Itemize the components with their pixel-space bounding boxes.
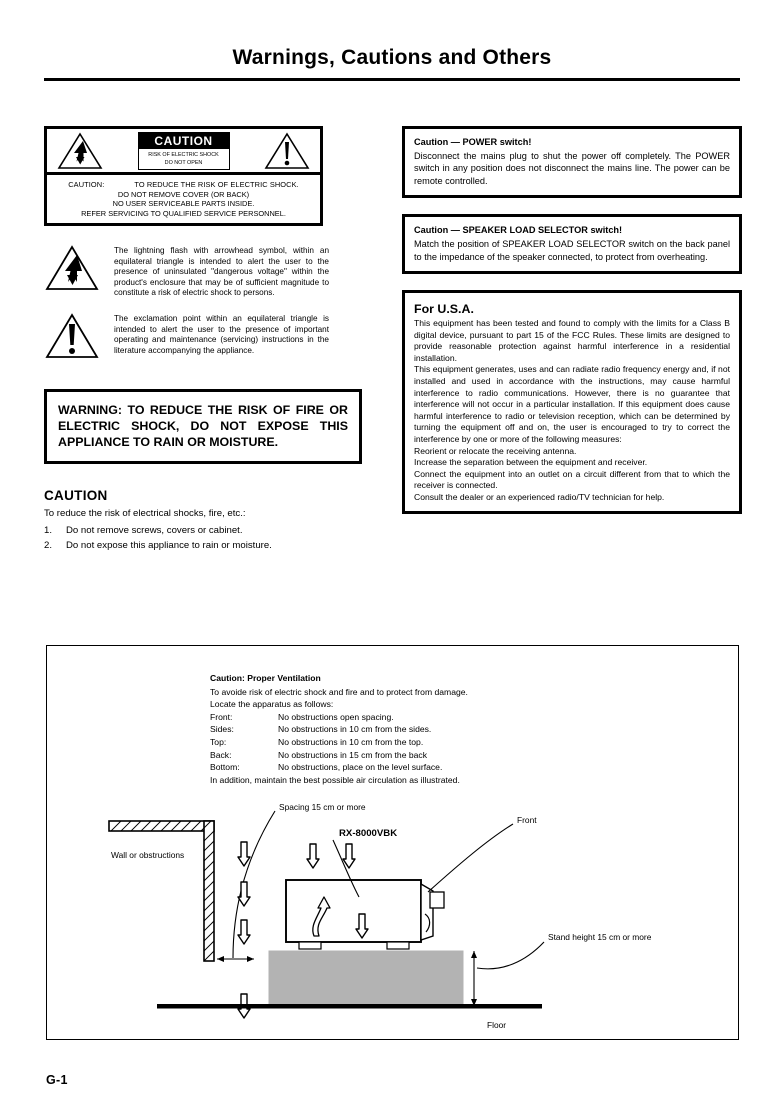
power-switch-caution-body: Disconnect the mains plug to shut the power off completely. The POWER switch in any position does not disconnect the mains line. The power can be remote controlled. — [414, 151, 730, 186]
page-footer: G-1 — [46, 1073, 68, 1087]
ventilation-row — [210, 723, 468, 736]
ventilation-row-key: Top: — [210, 736, 227, 747]
speaker-load-selector-caution-box — [402, 214, 742, 274]
stand-height-label: Stand height 15 cm or more — [548, 932, 652, 942]
fcc-measure: Connect the equipment into an outlet on a circuit different from that to which the receiver is connected. — [414, 468, 730, 491]
ventilation-line1: To avoide risk of electric shock and fire and to protect from damage. — [210, 686, 468, 697]
caution-bottom-line3: NO USER SERVICEABLE PARTS INSIDE. — [112, 199, 255, 209]
model-label: RX-8000VBK — [339, 828, 398, 839]
caution-list-text: Do not expose this appliance to rain or moisture. — [66, 540, 272, 552]
ventilation-closing: In addition, maintain the best possible air circulation as illustrated. — [210, 774, 460, 785]
page-title: Warnings, Cautions and Others — [232, 46, 552, 69]
ventilation-panel — [46, 645, 739, 1040]
caution-bottom-line4: REFER SERVICING TO QUALIFIED SERVICE PERSONNEL. — [81, 208, 286, 218]
lightning-bolt-triangle-icon — [57, 132, 103, 170]
warning-box-text: WARNING: TO REDUCE THE RISK OF FIRE OR ELECTRIC SHOCK, DO NOT EXPOSE THIS APPLIANCE TO RAIN OR MOISTURE. — [58, 403, 348, 450]
caution-label-bottom-text — [47, 175, 320, 223]
receiver-unit-graphic — [286, 880, 444, 949]
caution-center-plate — [138, 132, 230, 170]
fcc-measure: Increase the separation between the equipment and receiver. — [414, 457, 648, 468]
title-divider — [44, 78, 740, 81]
fcc-measure: Reorient or relocate the receiving antenna. — [414, 445, 577, 456]
ventilation-row-key: Back: — [210, 749, 232, 760]
warning-box — [44, 389, 362, 464]
wall-obstruction-graphic — [109, 821, 214, 961]
power-switch-caution-heading: Caution — POWER switch! — [414, 137, 532, 147]
fcc-paragraph: This equipment generates, uses and can radiate radio frequency energy and, if not installed and used in accordance with the instructions, may cause harmful interference to radio communications. However, there is no guarantee that interference will not occur in a particular installation. If this equipment does cause harmful interference to radio or television reception, which can be determined by turning the equipment off and on, the user is encouraged to try to correct the interference by one or more of the following measures: — [414, 364, 730, 444]
right-column — [402, 126, 742, 514]
caution-bottom-line1: TO REDUCE THE RISK OF ELECTRIC SHOCK. — [134, 180, 299, 189]
ventilation-row-key: Front: — [210, 711, 233, 722]
ventilation-row-value: No obstructions in 15 cm from the back — [278, 749, 428, 760]
caution-section — [44, 488, 374, 553]
floor-line — [157, 1004, 542, 1009]
caution-risk-line: RISK OF ELECTRIC SHOCK — [148, 151, 219, 158]
symbol-explanation-text: The exclamation point within an equilateral triangle is intended to alert the user to the presence of important operating and maintenance (servicing) instructions in the literature accompanying the appliance. — [114, 314, 329, 355]
iec-caution-label — [44, 126, 323, 226]
symbol-explanation-exclamation — [44, 312, 362, 365]
ventilation-row-value: No obstructions in 10 cm from the top. — [278, 736, 424, 747]
stand-height-measure — [471, 951, 477, 1006]
wall-label: Wall or obstructions — [111, 850, 185, 860]
caution-list-text: Do not remove screws, covers or cabinet. — [66, 525, 243, 537]
caution-list-number: 1. — [44, 525, 53, 537]
symbol-explanation-lightning — [44, 244, 362, 298]
ventilation-row — [210, 749, 468, 762]
ventilation-row — [210, 736, 468, 749]
caution-bottom-line2: DO NOT REMOVE COVER (OR BACK) — [117, 189, 250, 199]
left-column — [44, 126, 362, 553]
fcc-usa-box — [402, 290, 742, 514]
exclamation-triangle-icon — [264, 132, 310, 170]
ventilation-diagram — [47, 796, 740, 1040]
exclamation-triangle-icon — [44, 312, 100, 365]
fcc-heading: For U.S.A. — [414, 302, 474, 317]
ventilation-row — [210, 711, 468, 724]
power-switch-caution-box — [402, 126, 742, 198]
ventilation-row-value: No obstructions, place on the level surface. — [278, 762, 443, 773]
lightning-bolt-triangle-icon — [44, 244, 100, 297]
front-leader-line — [428, 824, 513, 892]
airflow-arrows-left — [238, 842, 250, 1018]
fcc-measure: Consult the dealer or an experienced radio/TV technician for help. — [414, 491, 665, 502]
ventilation-line2: Locate the apparatus as follows: — [210, 699, 334, 710]
stand-leader-line — [477, 942, 544, 969]
caution-donotopen-line: DO NOT OPEN — [164, 159, 203, 166]
stand-graphic — [269, 951, 463, 1006]
ventilation-row-key: Sides: — [210, 724, 234, 735]
caution-list-number: 2. — [44, 540, 53, 552]
front-label: Front — [517, 815, 537, 825]
ventilation-row-value: No obstructions open spacing. — [278, 711, 394, 722]
floor-label: Floor — [487, 1020, 507, 1030]
symbol-explanation-text: The lightning flash with arrowhead symbol, within an equilateral triangle is intended to alert the user to the presence of uninsulated "dangerous voltage" within the product's enclosure that may be of sufficient magnitude to constitute a risk of electric shock to persons. — [114, 246, 329, 297]
caution-section-lead: To reduce the risk of electrical shocks, fire, etc.: — [44, 508, 246, 520]
fcc-paragraph: This equipment has been tested and found to comply with the limits for a Class B digital device, pursuant to part 15 of the FCC Rules. These limits are designed to provide reasonable protection against harmful interference in a residential installation. — [414, 318, 730, 363]
caution-section-heading: CAUTION — [44, 488, 108, 504]
ventilation-heading: Caution: Proper Ventilation — [210, 673, 321, 683]
caution-label-top-row — [47, 129, 320, 175]
speaker-load-selector-body: Match the position of SPEAKER LOAD SELECTOR switch on the back panel to the impedance of the speaker connected, to protect from overheating. — [414, 239, 730, 262]
caution-word: CAUTION — [139, 133, 229, 149]
airflow-arrows-above-unit — [307, 844, 355, 868]
speaker-load-selector-heading: Caution — SPEAKER LOAD SELECTOR switch! — [414, 225, 623, 236]
caution-list-item — [44, 523, 374, 538]
caution-bottom-label: CAUTION: — [68, 180, 105, 189]
caution-list-item — [44, 538, 374, 553]
ventilation-row — [210, 761, 468, 774]
ventilation-text-block — [210, 672, 468, 786]
ventilation-row-key: Bottom: — [210, 762, 240, 773]
spacing-label: Spacing 15 cm or more — [279, 802, 366, 812]
spacing-measure-arrow — [217, 956, 254, 962]
ventilation-row-value: No obstructions in 10 cm from the sides. — [278, 724, 432, 735]
